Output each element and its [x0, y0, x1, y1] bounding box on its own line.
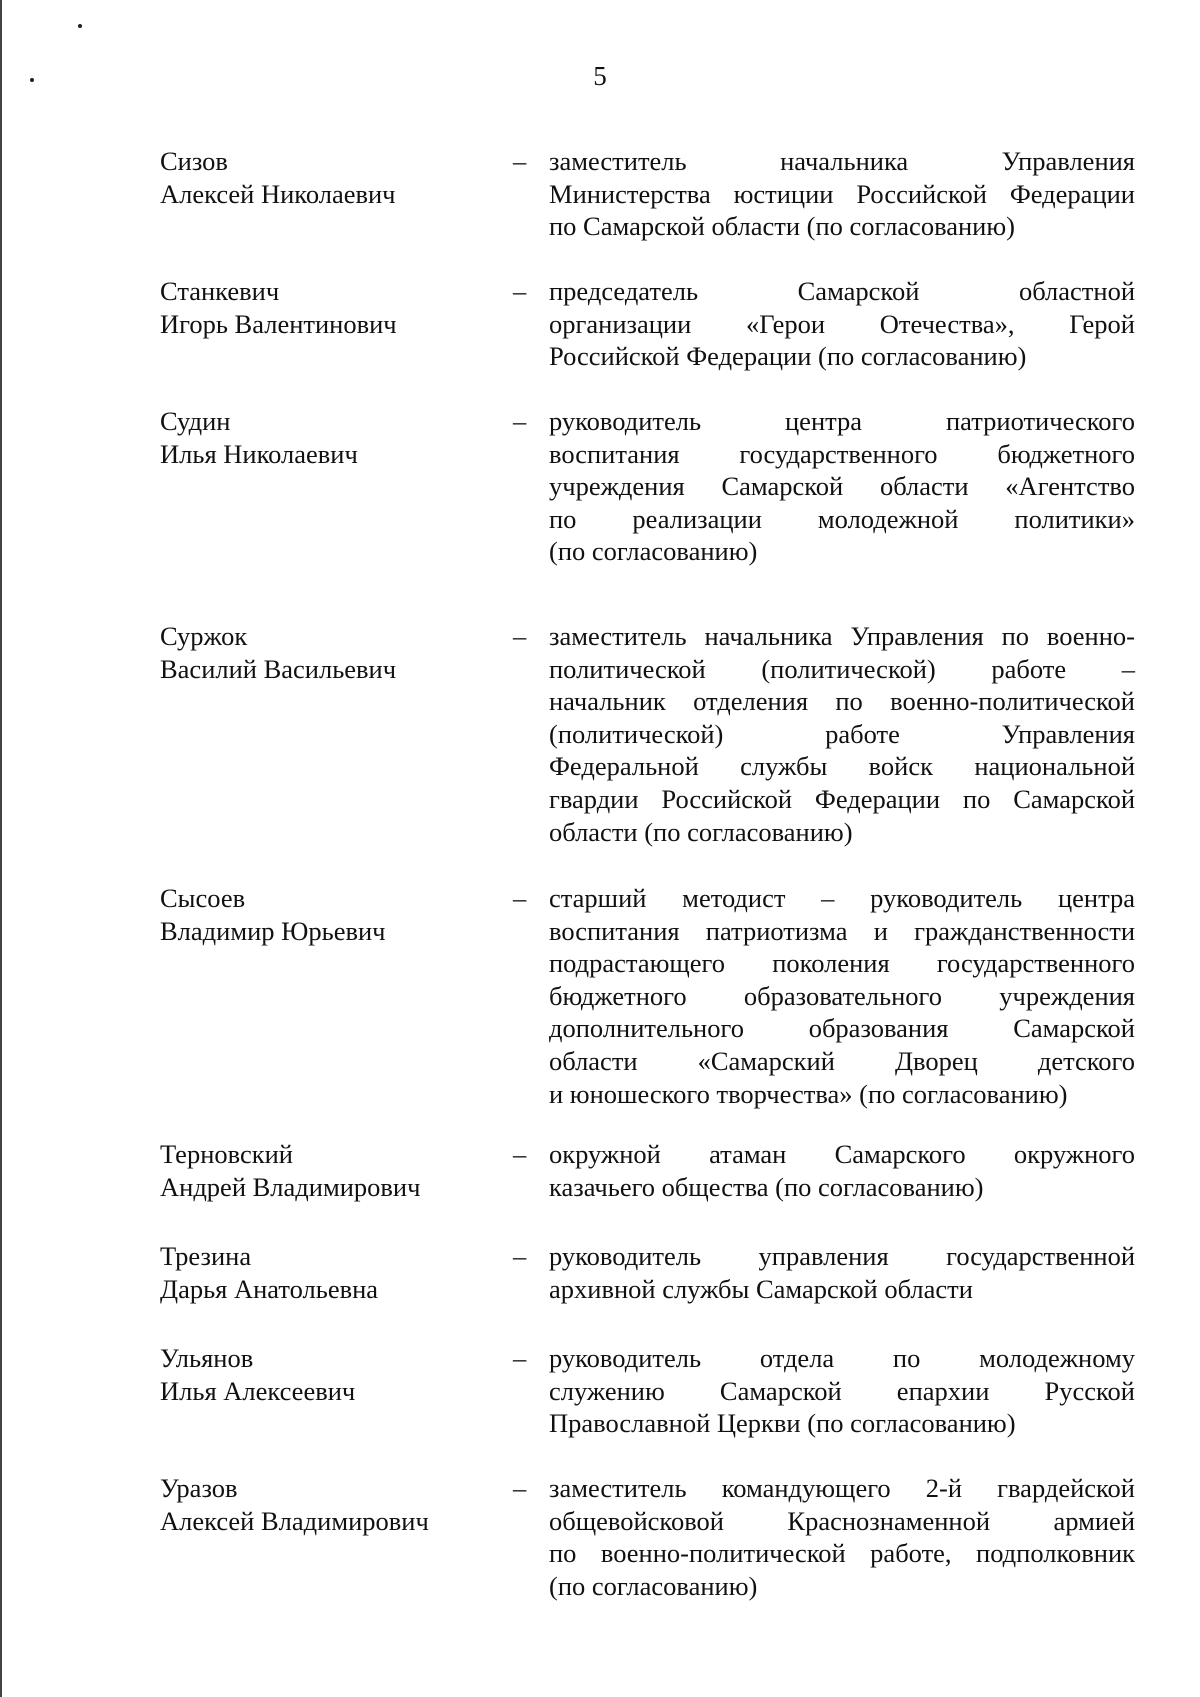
entry-dash: –	[513, 406, 527, 436]
entry-dash: –	[513, 1473, 527, 1503]
position-line: дополнительного образования Самарской	[549, 1013, 1135, 1044]
position-line: заместитель начальника Управления по военно-	[549, 621, 1135, 651]
position-line: воспитания государственного бюджетного	[549, 438, 1135, 469]
position-line: начальник отделения по военно-политической	[549, 686, 1135, 717]
member-given-names: Владимир Юрьевич	[160, 915, 386, 946]
position-line: организации «Герои Отечества», Герой	[549, 308, 1135, 339]
position-line: Министерства юстиции Российской Федерации	[549, 178, 1135, 209]
position-line: общевойсковой Краснознаменной армией	[549, 1505, 1135, 1536]
member-surname: Судин	[160, 406, 231, 436]
position-line: председатель Самарской областной	[549, 276, 1135, 306]
position-line: по Самарской области (по согласованию)	[549, 211, 1015, 242]
position-line: казачьего общества (по согласованию)	[549, 1171, 984, 1202]
member-name	[160, 1138, 500, 1203]
member-surname: Станкевич	[160, 276, 280, 306]
position-line: (политической) работе Управления	[549, 718, 1135, 749]
member-given-names: Алексей Николаевич	[160, 178, 396, 209]
entry-dash: –	[513, 146, 527, 176]
position-line: Федеральной службы войск национальной	[549, 751, 1135, 782]
member-surname: Сысоев	[160, 883, 246, 913]
member-given-names: Алексей Владимирович	[160, 1505, 429, 1536]
member-surname: Ульянов	[160, 1343, 254, 1373]
member-given-names: Василий Васильевич	[160, 653, 397, 684]
member-name	[160, 405, 500, 470]
position-line: заместитель начальника Управления	[549, 146, 1135, 176]
member-given-names: Андрей Владимирович	[160, 1171, 421, 1202]
position-line: политической (политической) работе –	[549, 653, 1135, 684]
entry-dash: –	[513, 621, 527, 651]
member-given-names: Илья Николаевич	[160, 438, 358, 469]
member-position	[549, 1240, 1135, 1305]
member-given-names: Дарья Анатольевна	[160, 1273, 379, 1304]
member-name	[160, 882, 500, 947]
position-line: архивной службы Самарской области	[549, 1273, 973, 1304]
member-name	[160, 1240, 500, 1305]
member-name	[160, 275, 500, 340]
position-line: руководитель центра патриотического	[549, 406, 1135, 436]
member-position	[549, 1472, 1135, 1602]
position-line: и юношеского творчества» (по согласованию)	[549, 1078, 1068, 1109]
position-line: учреждения Самарской области «Агентство	[549, 471, 1135, 502]
position-line: заместитель командующего 2-й гвардейской	[549, 1473, 1135, 1503]
member-name	[160, 1472, 500, 1537]
member-name	[160, 620, 500, 685]
member-surname: Трезина	[160, 1241, 252, 1271]
member-position	[549, 145, 1135, 243]
member-surname: Сизов	[160, 146, 228, 176]
scan-edge-line	[0, 0, 2, 1697]
position-line: руководитель отдела по молодежному	[549, 1343, 1135, 1373]
position-line: Российской Федерации (по согласованию)	[549, 341, 1027, 372]
member-given-names: Игорь Валентинович	[160, 308, 397, 339]
member-given-names: Илья Алексеевич	[160, 1375, 356, 1406]
position-line: области (по согласованию)	[549, 816, 853, 847]
position-line: подрастающего поколения государственного	[549, 948, 1135, 979]
page-number: 5	[593, 61, 607, 91]
scan-speck	[78, 24, 82, 28]
entry-dash: –	[513, 1241, 527, 1271]
position-line: бюджетного образовательного учреждения	[549, 980, 1135, 1011]
member-position	[549, 620, 1135, 848]
member-name	[160, 1342, 500, 1407]
position-line: руководитель управления государственной	[549, 1241, 1135, 1271]
member-name	[160, 145, 500, 210]
member-position	[549, 405, 1135, 568]
entry-dash: –	[513, 1139, 527, 1169]
position-line: области «Самарский Дворец детского	[549, 1045, 1135, 1076]
member-position	[549, 882, 1135, 1110]
member-surname: Уразов	[160, 1473, 238, 1503]
member-position	[549, 1138, 1135, 1203]
position-line: служению Самарской епархии Русской	[549, 1375, 1135, 1406]
position-line: по реализации молодежной политики»	[549, 503, 1135, 534]
position-line: (по согласованию)	[549, 536, 758, 567]
position-line: воспитания патриотизма и гражданственности	[549, 915, 1135, 946]
position-line: старший методист – руководитель центра	[549, 883, 1135, 913]
position-line: окружной атаман Самарского окружного	[549, 1139, 1135, 1169]
entry-dash: –	[513, 883, 527, 913]
position-line: по военно-политической работе, подполковник	[549, 1538, 1135, 1569]
entry-dash: –	[513, 1343, 527, 1373]
member-surname: Терновский	[160, 1139, 293, 1169]
member-position	[549, 275, 1135, 373]
member-position	[549, 1342, 1135, 1440]
member-surname: Суржок	[160, 621, 248, 651]
position-line: гвардии Российской Федерации по Самарской	[549, 783, 1135, 814]
position-line: (по согласованию)	[549, 1570, 758, 1601]
entry-dash: –	[513, 276, 527, 306]
position-line: Православной Церкви (по согласованию)	[549, 1408, 1016, 1439]
